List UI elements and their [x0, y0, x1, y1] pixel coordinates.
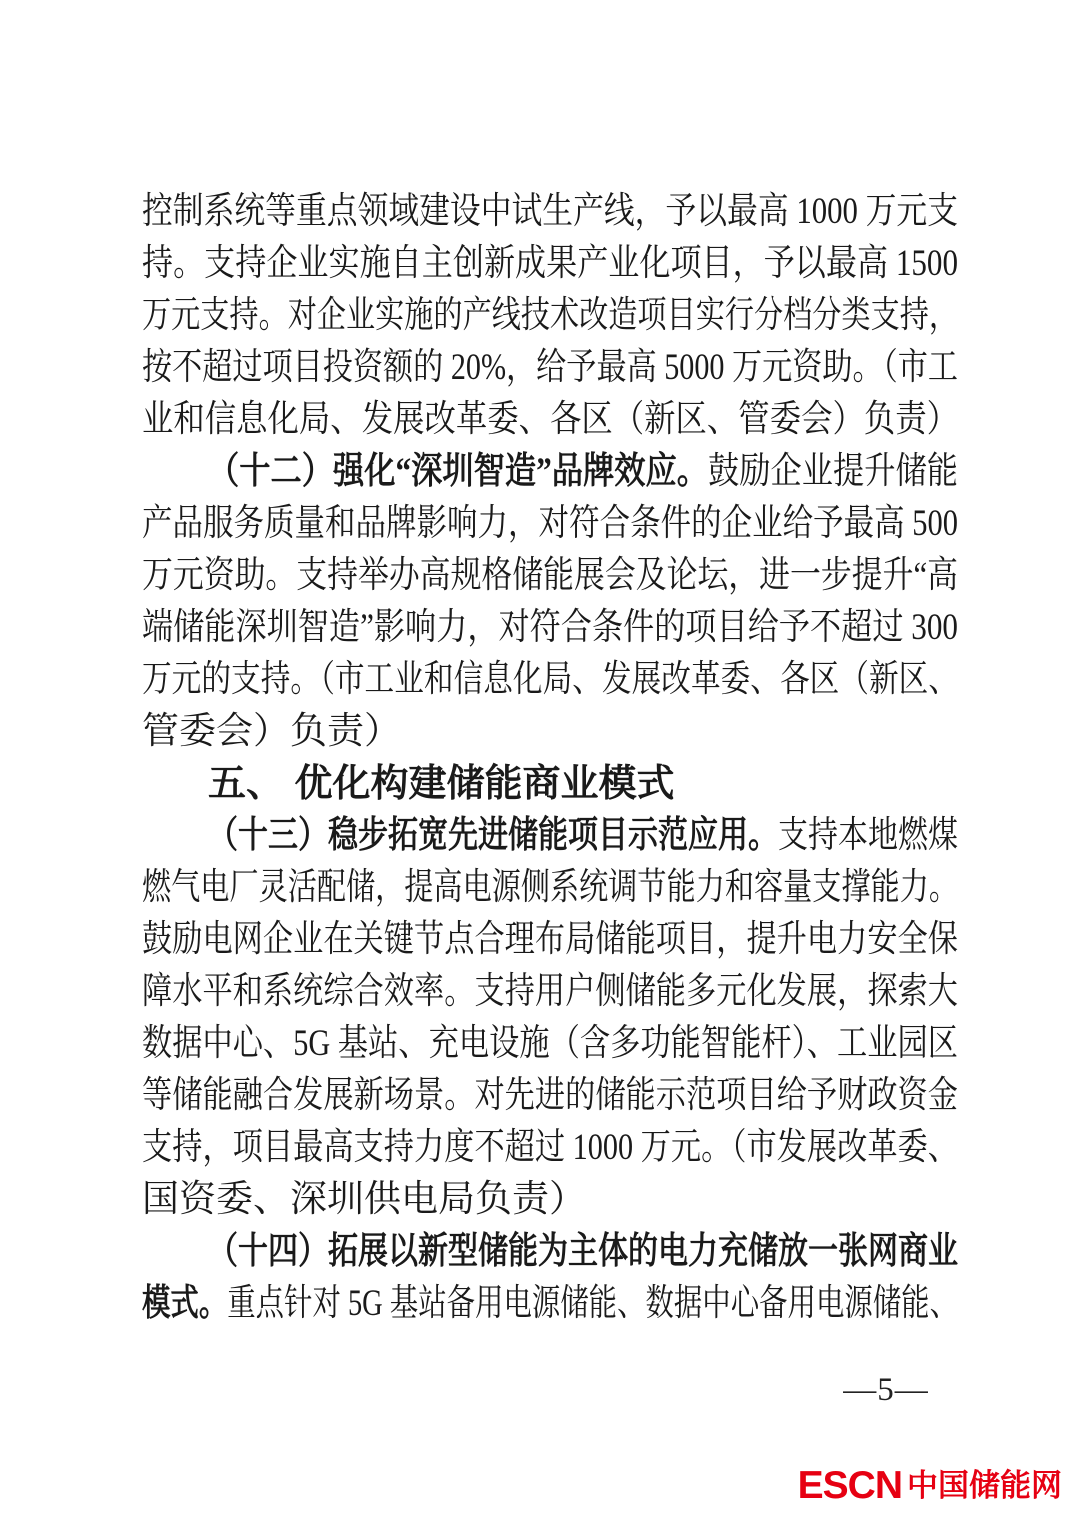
text-segment: 业和信息化局、发展改革委、各区（新区、管委会）负责）: [142, 399, 958, 440]
text-line: [142, 914, 958, 966]
text-line-content: [142, 186, 958, 238]
text-line: [142, 1018, 958, 1070]
escn-logo-text-cn: 中国储能网: [907, 1468, 1062, 1503]
text-segment: 万元的支持。（市工业和信息化局、发展改革委、各区（新区、: [142, 659, 958, 700]
text-line: [142, 1174, 958, 1226]
text-segment: 鼓励电网企业在关键节点合理布局储能项目，提升电力安全保: [142, 919, 958, 960]
text-line-content: [142, 342, 958, 394]
text-line-content: [142, 706, 401, 758]
text-line: [142, 1070, 958, 1122]
text-line: [142, 550, 958, 602]
text-segment: 持。支持企业实施自主创新成果产业化项目，予以最高 1500: [142, 243, 958, 284]
text-line: [142, 290, 958, 342]
text-line-content: [142, 1278, 958, 1330]
text-line-content: [142, 394, 958, 446]
text-segment: 鼓励企业提升储能: [708, 451, 958, 492]
text-segment: 支持本地燃煤: [778, 815, 958, 856]
section-heading: [142, 758, 958, 810]
text-segment: 按不超过项目投资额的 20%，给予最高 5000 万元资助。（市工: [142, 347, 958, 388]
bold-text-segment: 模式。: [142, 1283, 228, 1324]
text-line-content: [208, 810, 958, 862]
text-line-content: [142, 290, 958, 342]
text-segment: 管委会）负责）: [142, 711, 401, 752]
text-line-content: [208, 446, 958, 498]
text-line-content: [142, 654, 958, 706]
text-segment: 障水平和系统综合效率。支持用户侧储能多元化发展，探索大: [142, 971, 958, 1012]
text-line: [142, 1122, 958, 1174]
text-segment: 万元资助。支持举办高规格储能展会及论坛，进一步提升“高: [142, 555, 958, 596]
bold-text-segment: 五、 优化构建储能商业模式: [208, 763, 675, 805]
escn-logo-text-en: ESCN: [797, 1464, 902, 1507]
text-line-content: [142, 1018, 958, 1070]
page-number: —5—: [843, 1372, 929, 1408]
text-line: [142, 654, 958, 706]
text-line: [142, 810, 958, 862]
text-line: [142, 966, 958, 1018]
text-line: [142, 1226, 958, 1278]
text-line: [142, 238, 958, 290]
text-line-content: [208, 1226, 958, 1278]
text-line: [142, 342, 958, 394]
text-segment: 数据中心、5G 基站、充电设施（含多功能智能杆）、工业园区: [142, 1023, 958, 1064]
text-segment: 等储能融合发展新场景。对先进的储能示范项目给予财政资金: [142, 1075, 958, 1116]
text-line: [142, 862, 958, 914]
text-line-content: [142, 238, 958, 290]
bold-text-segment: （十二）强化“深圳智造”品牌效应。: [208, 451, 708, 492]
text-line-content: [142, 862, 958, 914]
bold-text-segment: （十四）拓展以新型储能为主体的电力充储放一张网商业: [208, 1231, 958, 1272]
text-segment: 万元支持。对企业实施的产线技术改造项目实行分档分类支持，: [142, 295, 958, 336]
bold-text-segment: （十三）稳步拓宽先进储能项目示范应用。: [208, 815, 778, 856]
text-line: [142, 446, 958, 498]
text-line: [142, 498, 958, 550]
text-line: [142, 706, 958, 758]
text-segment: 产品服务质量和品牌影响力，对符合条件的企业给予最高 500: [142, 503, 958, 544]
text-line: [142, 186, 958, 238]
text-line: [142, 394, 958, 446]
text-segment: 燃气电厂灵活配储，提高电源侧系统调节能力和容量支撑能力。: [142, 867, 958, 908]
text-segment: 控制系统等重点领域建设中试生产线，予以最高 1000 万元支: [142, 191, 958, 232]
text-line-content: [142, 498, 958, 550]
text-segment: 重点针对 5G 基站备用电源储能、数据中心备用电源储能、: [227, 1283, 958, 1324]
text-line-content: [142, 1174, 586, 1226]
text-line-content: [142, 966, 958, 1018]
text-line-content: [142, 602, 958, 654]
text-line-content: [142, 550, 958, 602]
document-body: [142, 186, 958, 1330]
text-line: [142, 1278, 958, 1330]
text-line: [142, 602, 958, 654]
text-segment: 国资委、深圳供电局负责）: [142, 1179, 586, 1220]
text-line-content: [142, 1122, 958, 1174]
text-line-content: [142, 914, 958, 966]
text-segment: 支持，项目最高支持力度不超过 1000 万元。（市发展改革委、: [142, 1127, 958, 1168]
text-segment: 端储能深圳智造”影响力，对符合条件的项目给予不超过 300: [142, 607, 958, 648]
text-line-content: [142, 1070, 958, 1122]
escn-logo: [797, 1464, 1062, 1507]
text-line-content: [208, 758, 675, 810]
